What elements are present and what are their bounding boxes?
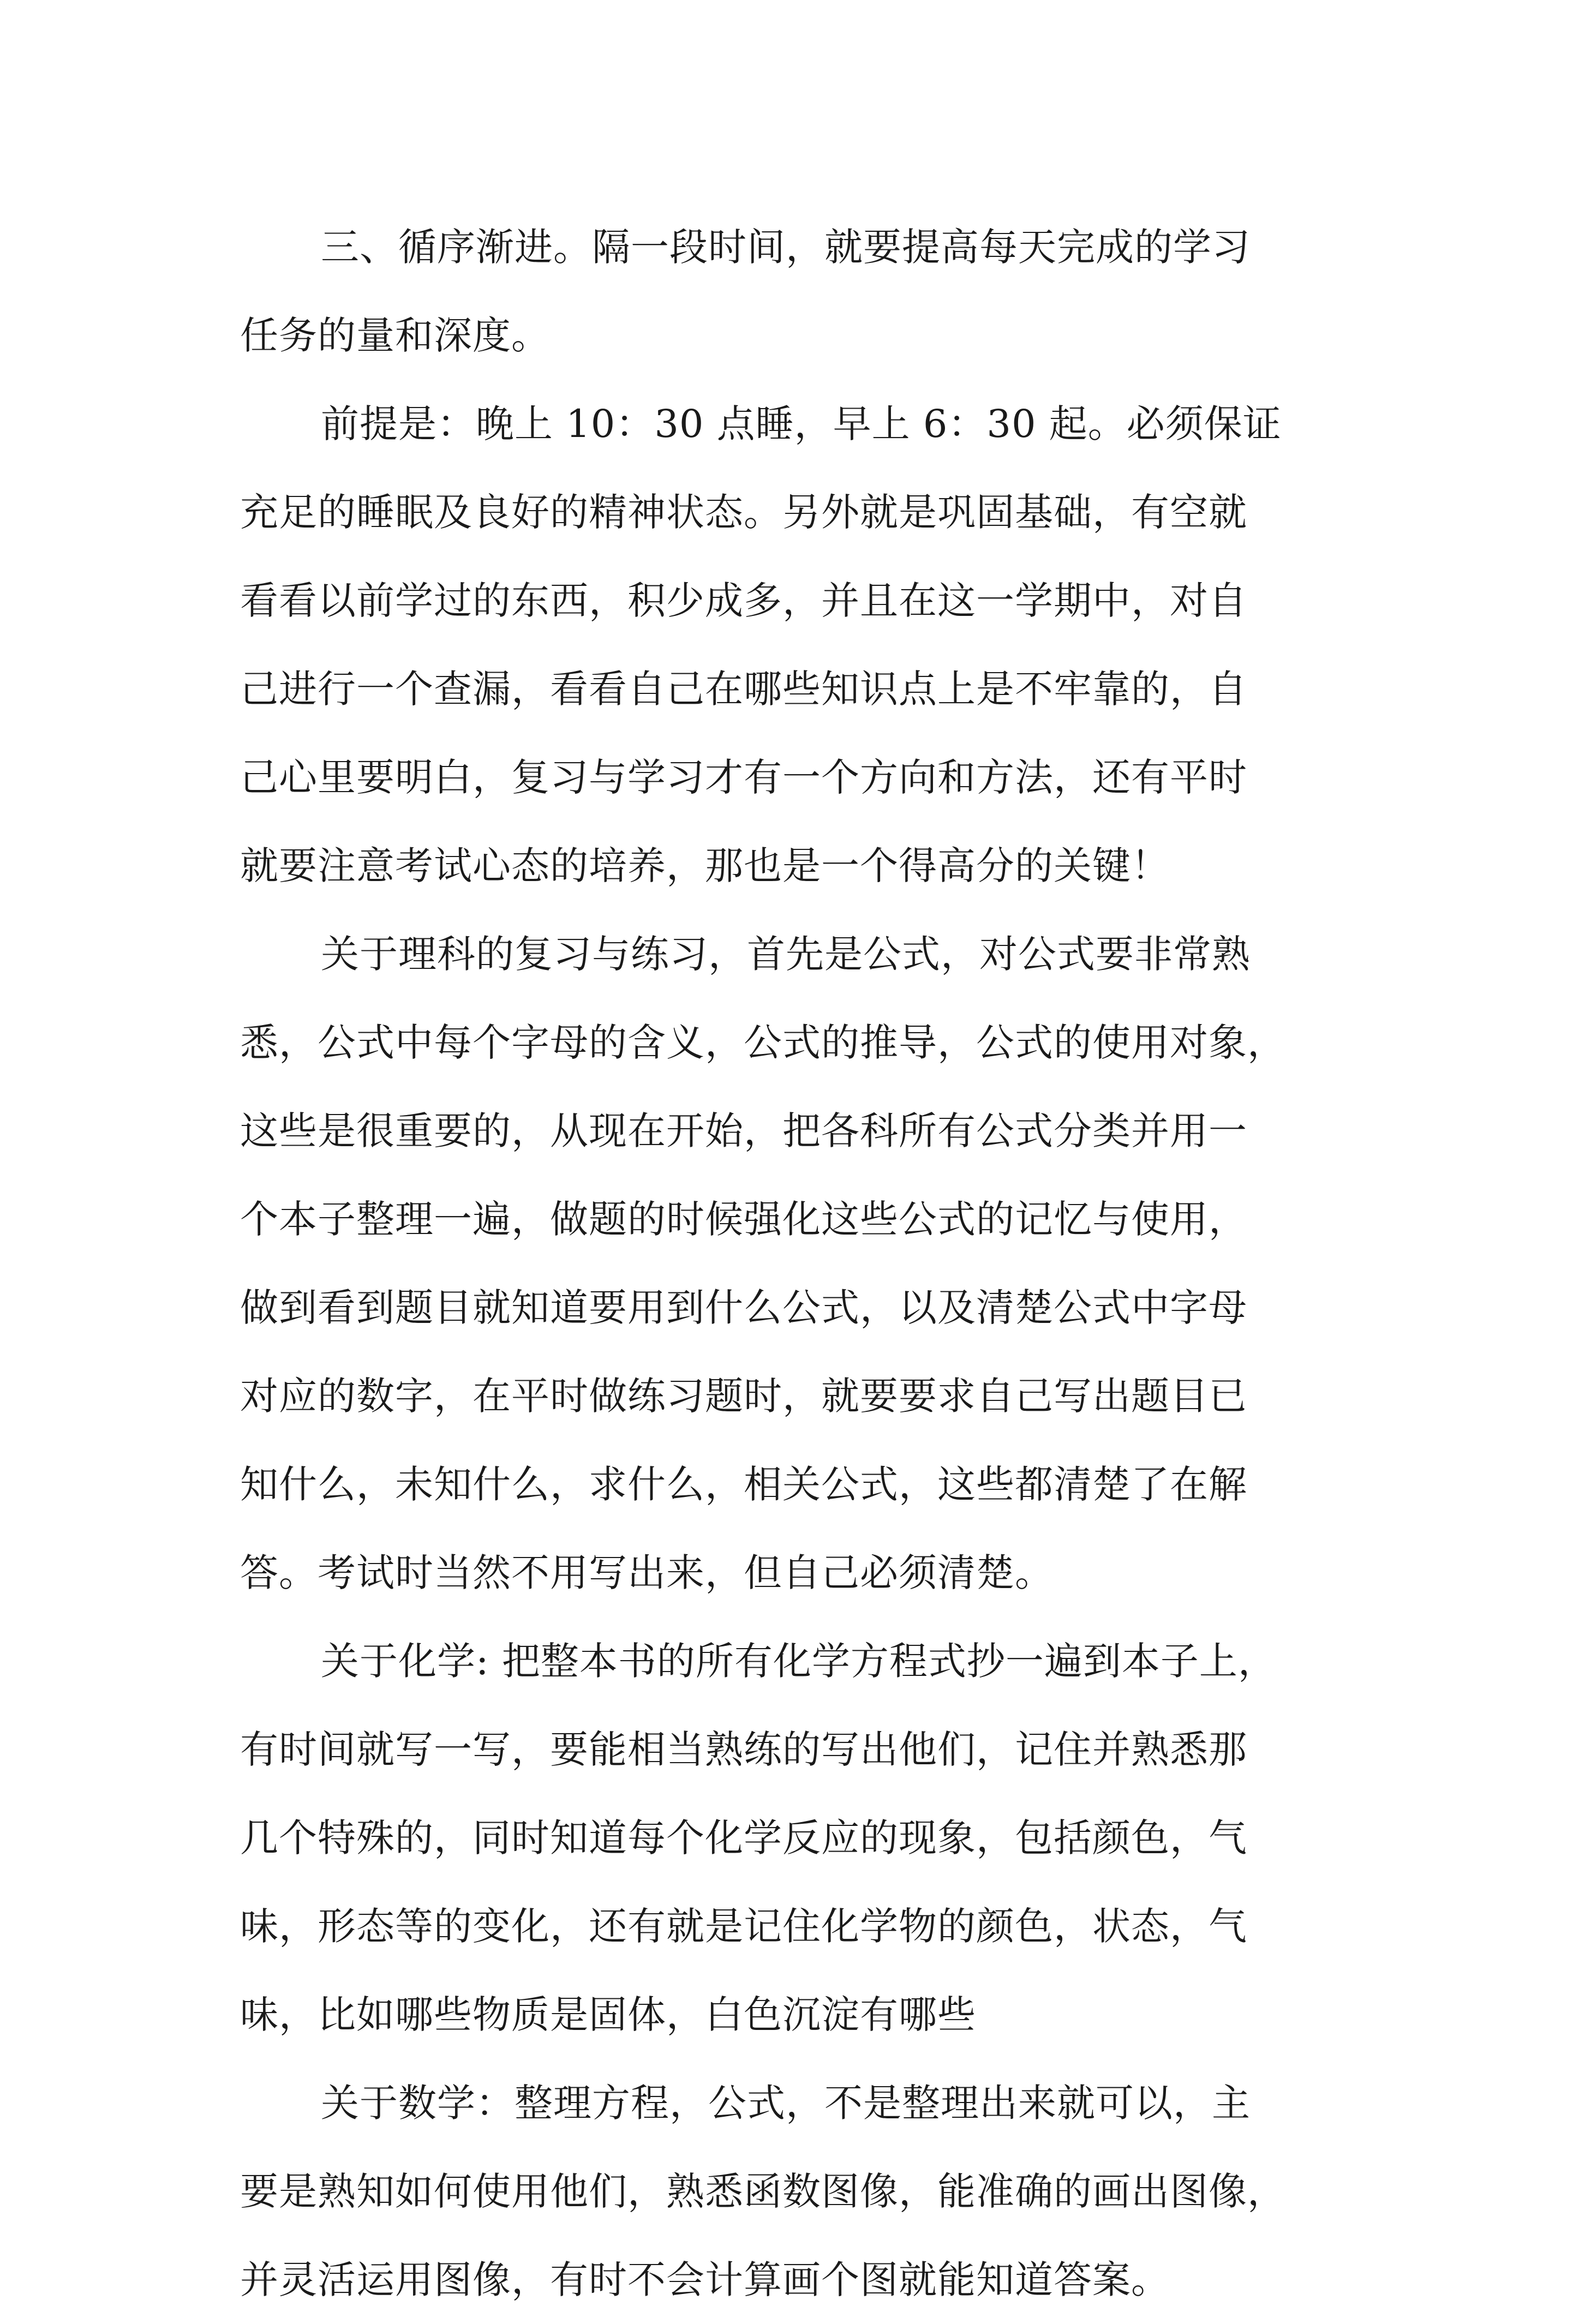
paragraph-2-line-6: 就要注意考试心态的培养，那也是一个得高分的关键！: [240, 843, 1170, 888]
paragraph-5-line-2: 要是熟知如何使用他们，熟悉函数图像，能准确的画出图像，: [240, 2169, 1286, 2214]
paragraph-5-line-3: 并灵活运用图像，有时不会计算画个图就能知道答案。: [240, 2257, 1170, 2302]
paragraph-1-line-1: 三、循序渐进。隔一段时间，就要提高每天完成的学习: [321, 225, 1251, 269]
paragraph-5-line-1: 关于数学：整理方程，公式，不是整理出来就可以，主: [321, 2081, 1251, 2125]
paragraph-4-line-3: 几个特殊的，同时知道每个化学反应的现象，包括颜色，气: [240, 1816, 1247, 1860]
paragraph-3-line-1: 关于理科的复习与练习，首先是公式，对公式要非常熟: [321, 932, 1251, 977]
paragraph-4-line-4: 味，形态等的变化，还有就是记住化学物的颜色，状态，气: [240, 1904, 1247, 1949]
paragraph-4-line-5: 味，比如哪些物质是固体，白色沉淀有哪些: [240, 1992, 976, 2037]
paragraph-2-line-4: 己进行一个查漏，看看自己在哪些知识点上是不牢靠的，自: [240, 667, 1247, 711]
paragraph-3-line-2: 悉，公式中每个字母的含义，公式的推导，公式的使用对象，: [240, 1020, 1286, 1065]
paragraph-4-line-1: 关于化学: 把整本书的所有化学方程式抄一遍到本子上，: [321, 1639, 1277, 1684]
paragraph-2-line-3: 看看以前学过的东西，积少成多，并且在这一学期中，对自: [240, 578, 1247, 623]
paragraph-3-line-5: 做到看到题目就知道要用到什么公式，以及清楚公式中字母: [240, 1285, 1247, 1330]
paragraph-2-line-5: 己心里要明白，复习与学习才有一个方向和方法，还有平时: [240, 755, 1247, 800]
paragraph-3-line-6: 对应的数字，在平时做练习题时，就要要求自己写出题目已: [240, 1374, 1247, 1418]
paragraph-3-line-4: 个本子整理一遍，做题的时候强化这些公式的记忆与使用，: [240, 1197, 1247, 1242]
paragraph-1-line-2: 任务的量和深度。: [240, 313, 550, 358]
paragraph-2-line-2: 充足的睡眠及良好的精神状态。另外就是巩固基础，有空就: [240, 490, 1247, 535]
paragraph-3-line-8: 答。考试时当然不用写出来，但自己必须清楚。: [240, 1550, 1054, 1595]
paragraph-2-line-1: 前提是：晚上 10：30 点睡，早上 6：30 起。必须保证: [321, 402, 1282, 446]
document-body: [240, 203, 1348, 2324]
paragraph-3-line-7: 知什么，未知什么，求什么，相关公式，这些都清楚了在解: [240, 1462, 1247, 1507]
paragraph-4-line-2: 有时间就写一写，要能相当熟练的写出他们，记住并熟悉那: [240, 1727, 1247, 1772]
paragraph-3-line-3: 这些是很重要的，从现在开始，把各科所有公式分类并用一: [240, 1109, 1247, 1153]
